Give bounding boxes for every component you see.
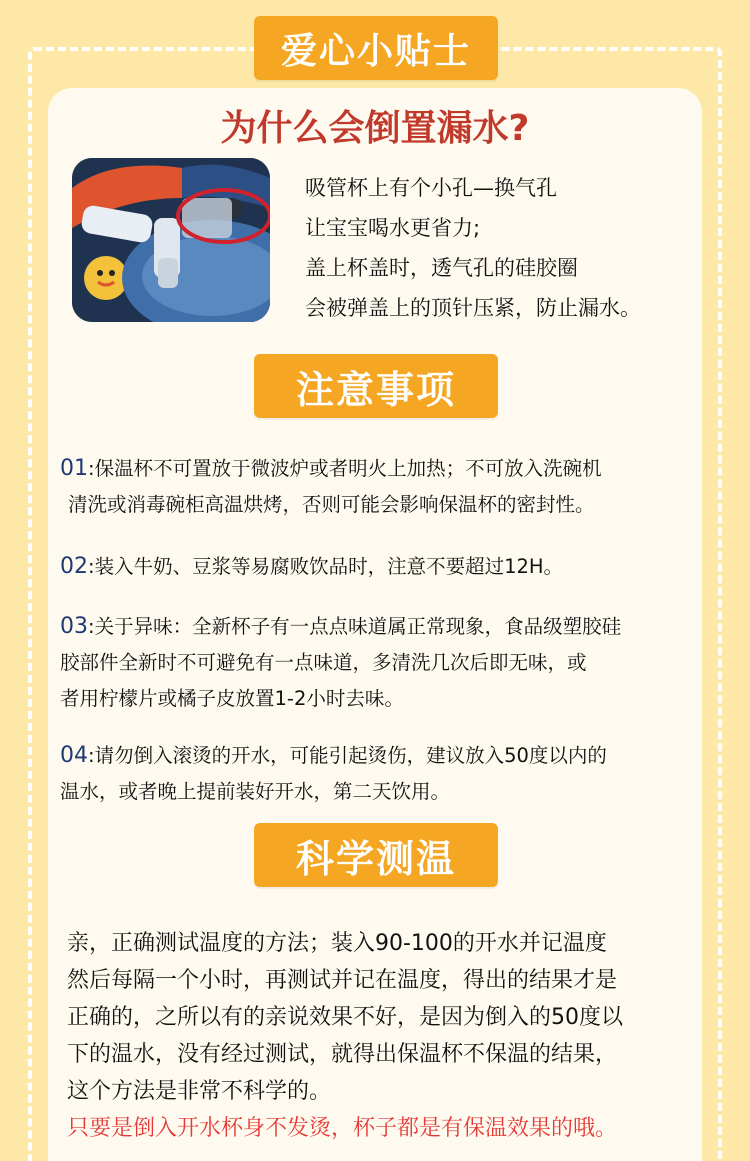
- notice-item-03: 03:关于异味：全新杯子有一点点味道属正常现象，食品级塑胶硅 胶部件全新时不可避免有一点味道，多清洗几次后即无味，或 者用柠檬片或橘子皮放置1-2小时去味。: [60, 609, 700, 717]
- notice-item-02: 02:装入牛奶、豆浆等易腐败饮品时，注意不要超过12H。: [60, 554, 564, 579]
- science-line: 正确的，之所以有的亲说效果不好，是因为倒入的50度以: [67, 1005, 623, 1030]
- question-title: 为什么会倒置漏水?: [220, 108, 530, 149]
- notice-text: 温水，或者晚上提前装好开水，第二天饮用。: [60, 780, 451, 803]
- science-line: 这个方法是非常不科学的。: [67, 1079, 332, 1104]
- notice-header-badge: 注意事项: [254, 354, 498, 418]
- notice-number: 04: [60, 743, 88, 768]
- science-header-badge: 科学测温: [254, 823, 498, 887]
- explain-line: 盖上杯盖时，透气孔的硅胶圈: [305, 256, 578, 280]
- tips-header-badge: 爱心小贴士: [254, 16, 498, 80]
- notice-text: 胶部件全新时不可避免有一点味道，多清洗几次后即无味，或: [60, 651, 587, 674]
- science-line: 然后每隔一个小时，再测试并记在温度，得出的结果才是: [67, 968, 618, 993]
- notice-text: 清洗或消毒碗柜高温烘烤，否则可能会影响保温杯的密封性。: [68, 493, 595, 516]
- science-highlight: 只要是倒入开水杯身不发烫，杯子都是有保温效果的哦。: [67, 1116, 618, 1141]
- notice-item-01: 01:保温杯不可置放于微波炉或者明火上加热；不可放入洗碗机 清洗或消毒碗柜高温烘烤，否则可能会影响保温杯的密封性。: [60, 451, 700, 523]
- notice-number: 02: [60, 554, 88, 579]
- science-line: 亲，正确测试温度的方法；装入90-100的开水并记温度: [67, 931, 607, 956]
- notice-text: 关于异味：全新杯子有一点点味道属正常现象，食品级塑胶硅: [94, 615, 622, 638]
- notice-text: 请勿倒入滚烫的开水，可能引起烫伤，建议放入50度以内的: [94, 744, 607, 767]
- explain-line: 吸管杯上有个小孔—换气孔: [305, 176, 557, 200]
- explain-line: 会被弹盖上的顶针压紧，防止漏水。: [305, 296, 641, 320]
- explain-line: 让宝宝喝水更省力;: [305, 216, 481, 240]
- leak-explanation: [305, 168, 705, 328]
- science-paragraph: [67, 925, 707, 1147]
- notice-number: 03: [60, 614, 88, 639]
- science-line: 下的温水，没有经过测试，就得出保温杯不保温的结果，: [67, 1042, 618, 1067]
- notice-text: 装入牛奶、豆浆等易腐败饮品时，注意不要超过12H。: [94, 555, 564, 578]
- notice-text: 者用柠檬片或橘子皮放置1-2小时去味。: [60, 687, 404, 710]
- notice-text: 保温杯不可置放于微波炉或者明火上加热；不可放入洗碗机: [94, 457, 602, 480]
- cup-lid-photo: [72, 158, 270, 322]
- notice-number: 01: [60, 456, 88, 481]
- cup-lid-illustration: [72, 158, 270, 322]
- notice-item-04: 04:请勿倒入滚烫的开水，可能引起烫伤，建议放入50度以内的 温水，或者晚上提前装好开水，第二天饮用。: [60, 738, 700, 810]
